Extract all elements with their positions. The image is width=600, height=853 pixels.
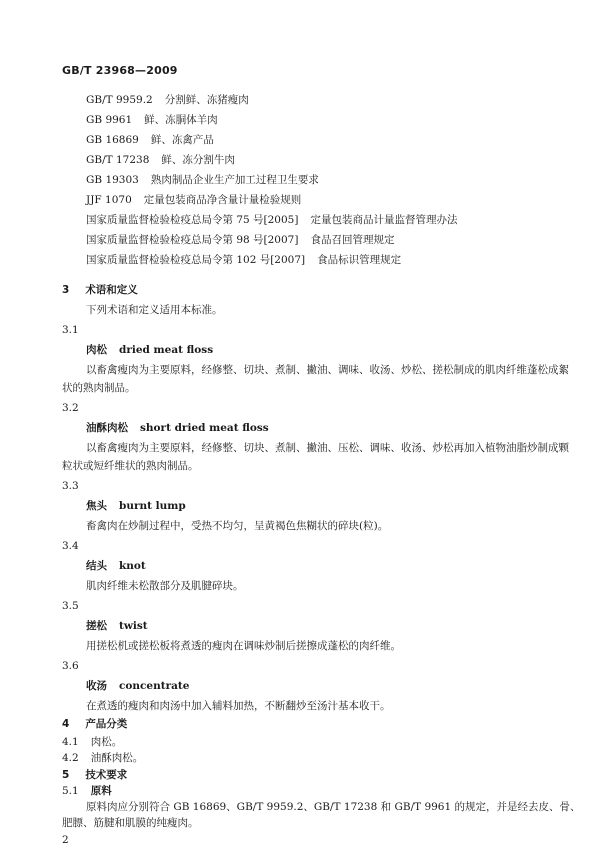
term-number: 3.4 (62, 540, 79, 552)
subsection-heading (62, 784, 112, 798)
term-en: short dried meat floss (140, 422, 269, 434)
section-heading (62, 717, 127, 731)
reference-code: GB 19303 (86, 174, 139, 186)
term-number: 3.6 (62, 660, 79, 672)
term-heading (86, 343, 213, 357)
list-item (62, 735, 122, 749)
item-number: 4.2 (62, 752, 79, 764)
reference-title: 定量包装商品净含量计量检验规则 (143, 194, 302, 206)
section-intro: 下列术语和定义适用本标准。 (86, 304, 223, 316)
item-text: 油酥肉松。 (90, 752, 144, 764)
term-heading (86, 421, 269, 435)
term-number: 3.3 (62, 480, 79, 492)
list-item (62, 751, 143, 765)
term-definition: 用搓松机或搓松板将煮透的瘦肉在调味炒制后搓擦成蓬松的肉纤维。 (86, 640, 401, 652)
term-heading (86, 679, 189, 693)
term-zh: 收汤 (86, 680, 107, 692)
reference-item (86, 153, 235, 167)
reference-title: 鲜、冻禽产品 (150, 134, 214, 146)
term-heading (86, 619, 148, 633)
term-definition: 以畜禽瘦肉为主要原料，经修整、切块、煮制、撇油、调味、收汤、炒松、搓松制成的肌肉纤维蓬松成絮 (86, 364, 569, 376)
term-definition: 在煮透的瘦肉和肉汤中加入辅料加热，不断翻炒至汤汁基本收干。 (86, 700, 391, 712)
item-text: 肉松。 (90, 736, 123, 748)
page-number: 2 (62, 834, 69, 846)
term-en: dried meat floss (119, 344, 214, 356)
reference-item (86, 93, 249, 107)
term-heading (86, 499, 186, 513)
section-number: 3 (62, 284, 70, 296)
term-definition: 畜禽肉在炒制过程中，受热不均匀，呈黄褐色焦糊状的碎块(粒)。 (86, 520, 389, 532)
section-title: 产品分类 (85, 718, 128, 730)
reference-title: 食品标识管理规定 (317, 254, 402, 266)
term-heading (86, 559, 146, 573)
item-number: 4.1 (62, 736, 79, 748)
reference-code: GB 16869 (86, 134, 139, 146)
section-title: 术语和定义 (85, 284, 138, 296)
reference-code: 国家质量监督检验检疫总局令第 75 号[2005] (86, 214, 299, 226)
reference-item (86, 253, 401, 267)
term-zh: 肉松 (86, 344, 107, 356)
subsection-title: 原料 (90, 785, 112, 797)
section-title: 技术要求 (85, 769, 128, 781)
reference-item (86, 173, 319, 187)
reference-code: 国家质量监督检验检疫总局令第 102 号[2007] (86, 254, 306, 266)
term-en: twist (119, 620, 148, 632)
term-zh: 焦头 (86, 500, 107, 512)
section-heading (62, 283, 138, 297)
subsection-number: 5.1 (62, 785, 79, 797)
reference-title: 分割鲜、冻猪瘦肉 (164, 94, 249, 106)
term-number: 3.2 (62, 402, 79, 414)
reference-title: 定量包装商品计量监督管理办法 (310, 214, 458, 226)
section-number: 4 (62, 718, 70, 730)
term-number: 3.5 (62, 600, 79, 612)
reference-item (86, 233, 394, 247)
term-definition: 以畜禽瘦肉为主要原料，经修整、切块、煮制、撇油、压松、调味、收汤、炒松再加入植物油脂炒制成颗 (86, 442, 569, 454)
reference-title: 熟肉制品企业生产加工过程卫生要求 (150, 174, 319, 186)
term-zh: 油酥肉松 (86, 422, 128, 434)
term-number: 3.1 (62, 324, 79, 336)
reference-item (86, 133, 214, 147)
term-definition-continued: 状的熟肉制品。 (62, 382, 136, 394)
paragraph-continued: 肥膘、筋腱和肌膜的纯瘦肉。 (62, 817, 199, 829)
term-en: concentrate (119, 680, 190, 692)
term-zh: 结头 (86, 560, 107, 572)
reference-item (86, 213, 457, 227)
term-en: burnt lump (119, 500, 186, 512)
reference-title: 鲜、冻胴体羊肉 (144, 114, 218, 126)
term-definition: 肌肉纤维未松散部分及肌腱碎块。 (86, 580, 244, 592)
reference-item (86, 193, 301, 207)
paragraph: 原料肉应分别符合 GB 16869、GB/T 9959.2、GB/T 17238 和 GB/T 9961 的规定，并是经去皮、骨、 (86, 801, 581, 813)
reference-code: JJF 1070 (86, 194, 132, 206)
term-zh: 搓松 (86, 620, 107, 632)
standard-header: GB/T 23968—2009 (62, 64, 178, 77)
reference-code: 国家质量监督检验检疫总局令第 98 号[2007] (86, 234, 299, 246)
section-number: 5 (62, 769, 70, 781)
term-definition-continued: 粒状或短纤维状的熟肉制品。 (62, 460, 199, 472)
reference-code: GB 9961 (86, 114, 133, 126)
reference-code: GB/T 17238 (86, 154, 150, 166)
reference-code: GB/T 9959.2 (86, 94, 153, 106)
reference-item (86, 113, 218, 127)
reference-title: 鲜、冻分割牛肉 (161, 154, 235, 166)
section-heading (62, 768, 127, 782)
term-en: knot (119, 560, 146, 572)
reference-title: 食品召回管理规定 (310, 234, 395, 246)
